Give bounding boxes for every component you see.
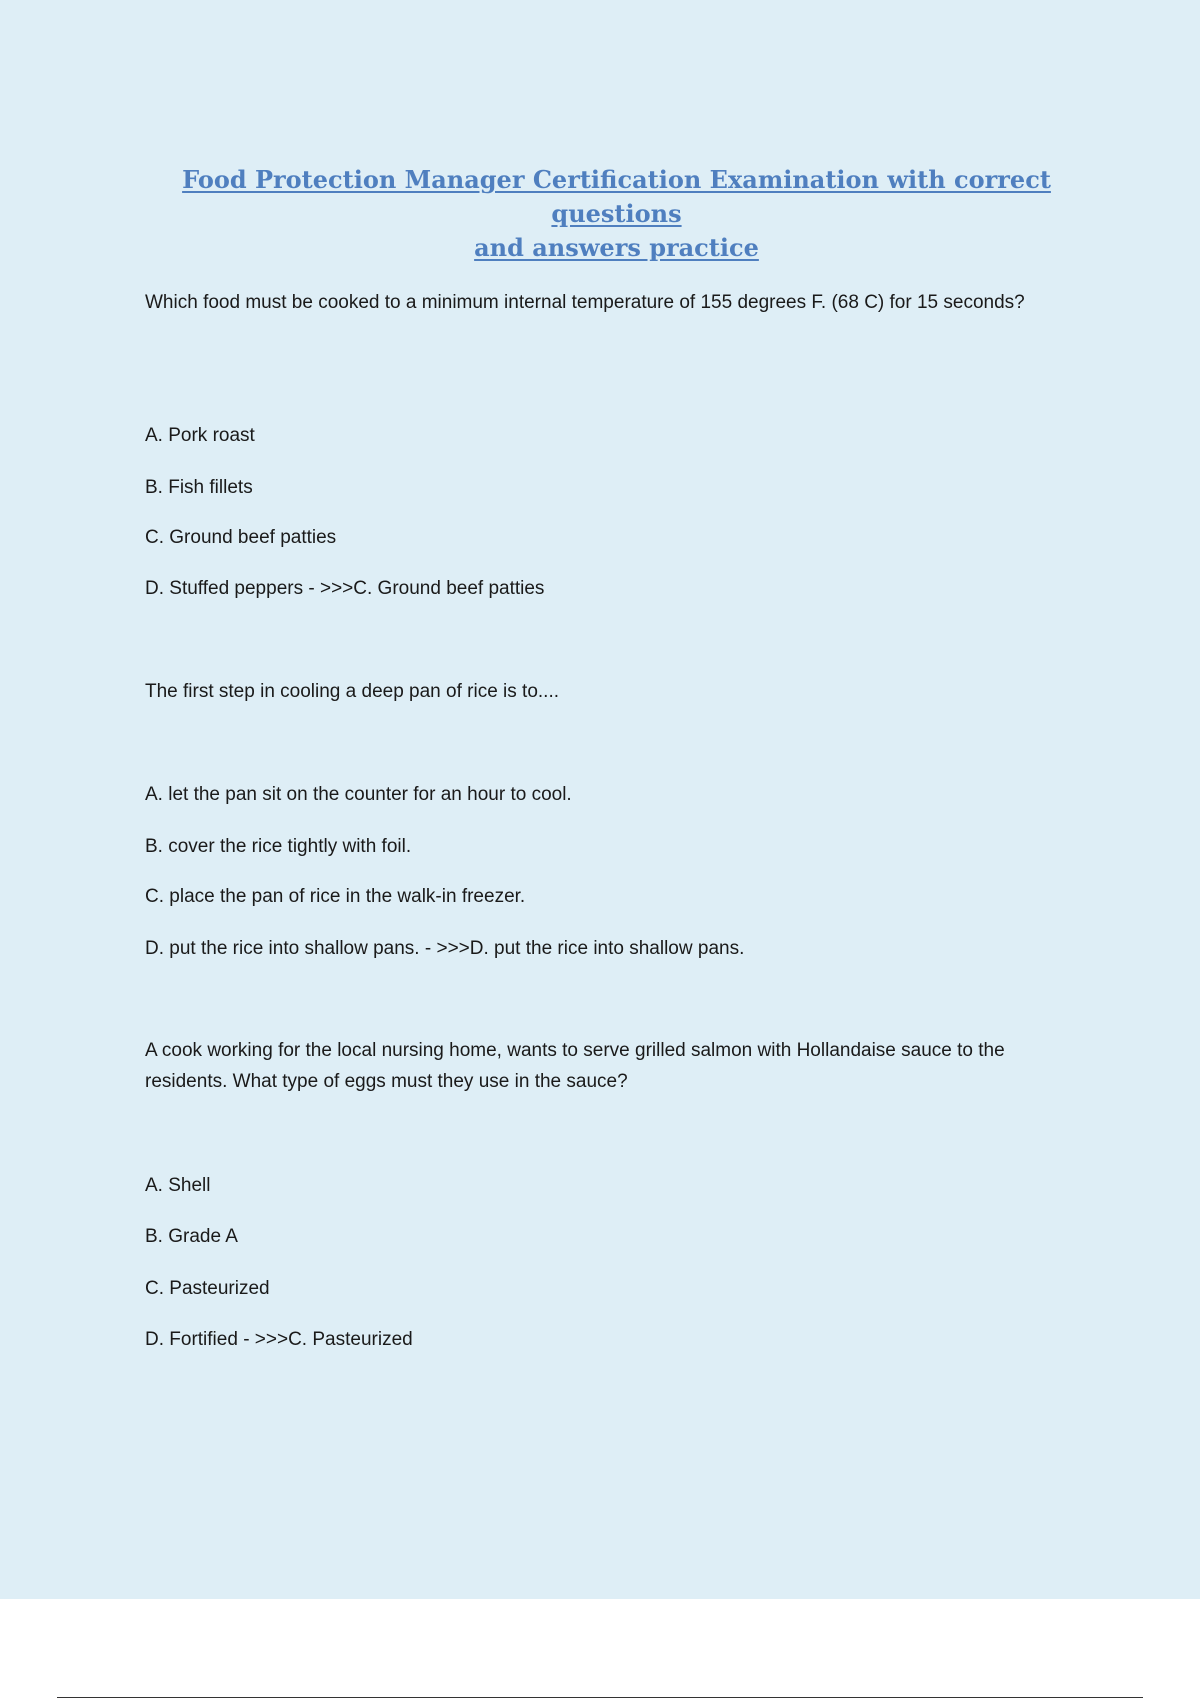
question-3-option-c: C. Pasteurized (145, 1278, 270, 1299)
question-3-text: A cook working for the local nursing home, wants to serve grilled salmon with Hollandaise sauce to the residents. What type of eggs must they use in the sauce? (145, 1040, 1005, 1092)
question-1-option-c: C. Ground beef patties (145, 527, 337, 548)
question-1-option-d: D. Stuffed peppers - >>>C. Ground beef patties (145, 578, 545, 599)
question-2-option-b: B. cover the rice tightly with foil. (145, 836, 412, 857)
footer-divider (57, 1697, 1143, 1698)
question-1-option-a: A. Pork roast (145, 425, 255, 446)
question-3-option-b: B. Grade A (145, 1226, 238, 1247)
question-1-text: Which food must be cooked to a minimum internal temperature of 155 degrees F. (68 C) for 15 seconds? (145, 292, 1025, 313)
title-line-1: Food Protection Manager Certification Examination with correct questions (182, 165, 1051, 228)
question-2-option-d: D. put the rice into shallow pans. - >>>D. put the rice into shallow pans. (145, 938, 745, 959)
document-title (120, 163, 1113, 265)
question-2-option-c: C. place the pan of rice in the walk-in freezer. (145, 886, 526, 907)
question-1-option-b: B. Fish fillets (145, 477, 253, 498)
question-2-text: The first step in cooling a deep pan of rice is to.... (145, 681, 560, 702)
question-3-option-a: A. Shell (145, 1175, 211, 1196)
question-3-option-d: D. Fortified - >>>C. Pasteurized (145, 1329, 413, 1350)
question-2-option-a: A. let the pan sit on the counter for an hour to cool. (145, 784, 572, 805)
title-line-2: and answers practice (474, 233, 759, 262)
